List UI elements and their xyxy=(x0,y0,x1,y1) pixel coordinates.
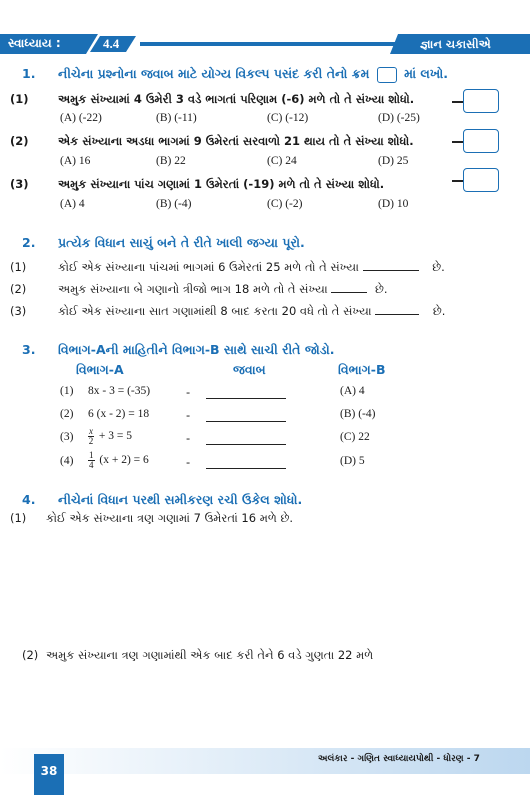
match-3-eq-rest: + 3 = 5 xyxy=(98,430,132,443)
mcq-2-option-a[interactable]: (A) 16 xyxy=(60,155,91,167)
mcq-1-num: (1) xyxy=(10,92,29,106)
match-4-option: (D) 5 xyxy=(340,455,365,467)
column-answer-header: જવાબ xyxy=(233,362,266,377)
fill-blank-1 xyxy=(58,260,445,275)
mcq-1-answer-box[interactable] xyxy=(463,89,499,113)
match-3-frac-den: 2 xyxy=(88,436,94,446)
fill-blank-1-suffix: છે. xyxy=(432,260,445,274)
equation-task-1-text: કોઈ એક સંખ્યાના ત્રણ ગણામાં 7 ઉમેરતાં 16 મળે છે. xyxy=(46,511,293,525)
match-2-answer-line[interactable] xyxy=(206,421,286,422)
mcq-3-option-d[interactable]: (D) 10 xyxy=(378,198,409,210)
mcq-2-answer-box[interactable] xyxy=(463,129,499,153)
section-1-title-after: માં લખો. xyxy=(404,66,448,81)
mcq-1-text: અમુક સંખ્યામાં 4 ઉમેરી 3 વડે ભાગતાં પરિણામ (-6) મળે તો તે સંખ્યા શોધો. xyxy=(58,92,415,106)
mcq-3-option-a[interactable]: (A) 4 xyxy=(60,198,85,210)
match-4-frac-num: 1 xyxy=(89,450,94,460)
match-1-equation: 8x - 3 = (-35) xyxy=(88,385,151,397)
match-3-equation xyxy=(86,427,132,446)
mcq-2-num: (2) xyxy=(10,134,29,148)
mcq-3-answer-box[interactable] xyxy=(463,168,499,192)
match-4-equation xyxy=(86,451,149,470)
section-3-number: 3. xyxy=(22,342,36,357)
fill-blank-1-num: (1) xyxy=(10,260,27,274)
mcq-2-option-c[interactable]: (C) 24 xyxy=(267,155,297,167)
mcq-2-option-b[interactable]: (B) 22 xyxy=(156,155,186,167)
mcq-3-option-b[interactable]: (B) (-4) xyxy=(156,198,192,210)
fill-blank-2 xyxy=(58,282,388,297)
equation-task-2-text: અમુક સંખ્યાના ત્રણ ગણામાંથી એક બાદ કરી તેને 6 વડે ગુણતા 22 મળે xyxy=(46,648,374,662)
fill-blank-2-num: (2) xyxy=(10,282,27,296)
match-4-frac-den: 4 xyxy=(89,460,94,470)
match-4-eq-rest: (x + 2) = 6 xyxy=(99,454,149,467)
section-4-number: 4. xyxy=(22,492,36,507)
match-1-num: (1) xyxy=(60,385,74,397)
fill-blank-3-input[interactable] xyxy=(375,314,419,315)
mcq-2-text: એક સંખ્યાના અડધા ભાગમાં 9 ઉમેરતાં સરવાળો 21 થાય તો તે સંખ્યા શોધો. xyxy=(58,134,414,148)
match-2-option: (B) (-4) xyxy=(340,408,376,420)
exercise-number: 4.4 xyxy=(103,36,120,51)
mcq-1-option-d[interactable]: (D) (-25) xyxy=(378,112,420,124)
match-4-fraction xyxy=(88,451,95,470)
section-1-title-before: નીચેના પ્રશ્નોના જવાબ માટે યોગ્ય વિકલ્પ પસંદ કરી તેનો ક્રમ xyxy=(58,66,370,81)
section-1-title xyxy=(58,66,448,83)
mcq-2-option-d[interactable]: (D) 25 xyxy=(378,155,409,167)
section-3-title: વિભાગ-Aની માહિતીને વિભાગ-B સાથે સાચી રીતે જોડો. xyxy=(58,342,335,357)
mcq-1-option-c[interactable]: (C) (-12) xyxy=(267,112,309,124)
mcq-3-num: (3) xyxy=(10,177,29,191)
mcq-3-text: અમુક સંખ્યાના પાંચ ગણામાં 1 ઉમેરતાં (-19) મળે તો તે સંખ્યા શોધો. xyxy=(58,177,385,191)
page-number: 38 xyxy=(40,764,58,778)
match-2-sep: - xyxy=(186,408,191,422)
exercise-label: સ્વાધ્યાય : xyxy=(8,36,61,50)
footer-book-title: અલંકાર - ગણિત સ્વાધ્યાયપોથી - ધોરણ - 7 xyxy=(318,754,480,764)
match-4-sep: - xyxy=(186,455,191,469)
match-3-fraction xyxy=(88,427,94,446)
fill-blank-1-input[interactable] xyxy=(363,270,419,271)
fill-blank-1-text: કોઈ એક સંખ્યાના પાંચમાં ભાગમાં 6 ઉમેરતાં 25 મળે તો તે સંખ્યા xyxy=(58,260,359,274)
equation-task-2-num: (2) xyxy=(22,648,39,662)
match-3-answer-line[interactable] xyxy=(206,444,286,445)
mcq-1-option-b[interactable]: (B) (-11) xyxy=(156,112,197,124)
fill-blank-3-suffix: છે. xyxy=(432,304,446,318)
match-1-sep: - xyxy=(186,385,191,399)
column-a-header: વિભાગ-A xyxy=(76,362,124,377)
match-2-equation: 6 (x - 2) = 18 xyxy=(88,408,150,420)
section-2-title: પ્રત્યેક વિધાન સાચું બને તે રીતે ખાલી જગ્યા પૂરો. xyxy=(58,235,305,250)
section-1-number: 1. xyxy=(22,66,36,81)
match-4-num: (4) xyxy=(60,455,74,467)
match-1-option: (A) 4 xyxy=(340,385,365,397)
match-3-num: (3) xyxy=(60,431,74,443)
match-1-answer-line[interactable] xyxy=(206,398,286,399)
match-3-sep: - xyxy=(186,431,191,445)
fill-blank-2-input[interactable] xyxy=(331,292,367,293)
answer-box-icon xyxy=(377,67,397,83)
section-4-title: નીચેનાં વિધાન પરથી સમીકરણ રચી ઉકેલ શોધો. xyxy=(58,492,303,507)
section-2-number: 2. xyxy=(22,235,36,250)
mcq-3-option-c[interactable]: (C) (-2) xyxy=(267,198,303,210)
fill-blank-3-text: કોઈ એક સંખ્યાના સાત ગણામાંથી 8 બાદ કરતા 20 વધે તો તે સંખ્યા xyxy=(58,304,372,318)
fill-blank-2-text: અમુક સંખ્યાના બે ગણાનો ત્રીજો ભાગ 18 મળે તો તે સંખ્યા xyxy=(58,282,328,296)
match-3-option: (C) 22 xyxy=(340,431,370,443)
fill-blank-3 xyxy=(58,304,445,319)
match-2-num: (2) xyxy=(60,408,74,420)
fill-blank-2-suffix: છે. xyxy=(374,282,388,296)
equation-task-1-num: (1) xyxy=(10,511,27,525)
column-b-header: વિભાગ-B xyxy=(338,362,386,377)
section-tag: જ્ઞાન ચકાસીએ xyxy=(420,37,491,51)
match-4-answer-line[interactable] xyxy=(206,468,286,469)
mcq-1-option-a[interactable]: (A) (-22) xyxy=(60,112,102,124)
fill-blank-3-num: (3) xyxy=(10,304,27,318)
match-3-frac-num: x xyxy=(89,426,93,436)
